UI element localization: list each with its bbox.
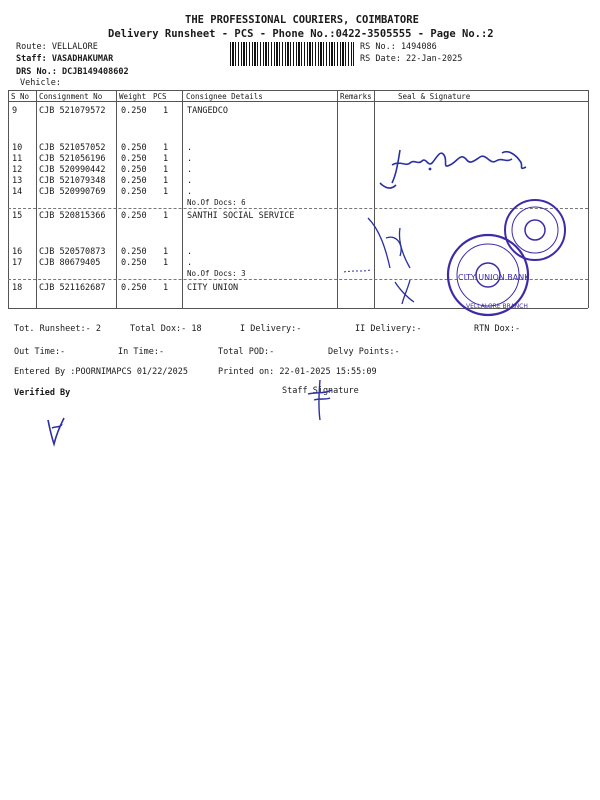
staff-signature: Staff Signature — [282, 386, 359, 396]
route: Route: VELLALORE — [16, 42, 98, 52]
row-weight: 0.250 — [121, 154, 147, 164]
row-pcs: 1 — [163, 176, 169, 186]
in-time: In Time:- — [118, 347, 165, 357]
row-pcs: 1 — [163, 247, 169, 257]
row-sno: 9 — [12, 106, 18, 116]
row-consignment: CJB 521079572 — [39, 106, 106, 116]
printed-on: Printed on: 22-01-2025 15:55:09 — [218, 367, 377, 377]
row-consignment: CJB 521079348 — [39, 176, 106, 186]
row-weight: 0.250 — [121, 176, 147, 186]
rtn-dox: RTN Dox:- — [474, 324, 521, 334]
row-sno: 17 — [12, 258, 23, 268]
row-pcs: 1 — [163, 106, 169, 116]
row-consignment: CJB 521057052 — [39, 143, 106, 153]
runsheet-subtitle: Delivery Runsheet - PCS - Phone No.:0422-3505555 - Page No.:2 — [108, 28, 494, 40]
i-delivery: I Delivery:- — [240, 324, 302, 334]
row-pcs: 1 — [163, 187, 169, 197]
barcode — [230, 42, 354, 66]
docs-count-group2: No.Of Docs: 3 — [187, 269, 246, 278]
row-details: . — [187, 143, 193, 153]
row-weight: 0.250 — [121, 106, 147, 116]
row-weight: 0.250 — [121, 187, 147, 197]
row-details: TANGEDCO — [187, 106, 228, 116]
stamp-ring-text: VELLALORE BRANCH — [466, 303, 528, 310]
row-consignment: CJB 521056196 — [39, 154, 106, 164]
row-sno: 16 — [12, 247, 23, 257]
row-details: . — [187, 258, 193, 268]
row-pcs: 1 — [163, 143, 169, 153]
row-pcs: 1 — [163, 211, 169, 221]
col-sno: S No — [11, 92, 30, 101]
row-details: CITY UNION — [187, 283, 239, 293]
row-consignment: CJB 520815366 — [39, 211, 106, 221]
row-details: . — [187, 154, 193, 164]
row-pcs: 1 — [163, 154, 169, 164]
rs-number: RS No.: 1494086 — [360, 42, 437, 52]
row-pcs: 1 — [163, 258, 169, 268]
rs-date: RS Date: 22-Jan-2025 — [360, 54, 463, 64]
row-consignment: CJB 520990769 — [39, 187, 106, 197]
total-pod: Total POD:- — [218, 347, 275, 357]
row-pcs: 1 — [163, 283, 169, 293]
row-weight: 0.250 — [121, 211, 147, 221]
verified-by: Verified By — [14, 388, 71, 398]
row-pcs: 1 — [163, 165, 169, 175]
total-runsheet: Tot. Runsheet:- 2 — [14, 324, 101, 334]
out-time: Out Time:- — [14, 347, 66, 357]
col-weight: Weight — [119, 92, 147, 101]
staff-signature-mark — [300, 376, 340, 422]
row-details: . — [187, 247, 193, 257]
row-sno: 11 — [12, 154, 23, 164]
row-sno: 14 — [12, 187, 23, 197]
drs-number: DRS No.: DCJB149408602 — [16, 67, 129, 77]
row-weight: 0.250 — [121, 143, 147, 153]
entered-by: Entered By :POORNIMAPCS 01/22/2025 — [14, 367, 188, 377]
docs-count-group1: No.Of Docs: 6 — [187, 198, 246, 207]
row-sno: 10 — [12, 143, 23, 153]
row-consignment: CJB 520570873 — [39, 247, 106, 257]
row-details: . — [187, 176, 193, 186]
verifier-initial-mark — [44, 414, 68, 448]
row-details: SANTHI SOCIAL SERVICE — [187, 211, 295, 221]
row-sno: 18 — [12, 283, 23, 293]
row-sno: 13 — [12, 176, 23, 186]
col-pcs: PCS — [153, 92, 167, 101]
col-seal-signature: Seal & Signature — [398, 92, 471, 101]
row-weight: 0.250 — [121, 283, 147, 293]
row-consignment: CJB 521162687 — [39, 283, 106, 293]
bank-stamp — [440, 190, 570, 320]
col-remarks: Remarks — [340, 92, 372, 101]
handwritten-signature-top — [370, 135, 540, 195]
row-sno: 12 — [12, 165, 23, 175]
company-title: THE PROFESSIONAL COURIERS, COIMBATORE — [185, 14, 419, 26]
delivery-points: Delvy Points:- — [328, 347, 400, 357]
stamp-text: CITY UNION BANK — [458, 273, 530, 282]
handwritten-marks — [340, 210, 440, 310]
ii-delivery: II Delivery:- — [355, 324, 422, 334]
row-details: . — [187, 165, 193, 175]
col-consignee: Consignee Details — [186, 92, 263, 101]
col-consignment: Consignment No — [39, 92, 103, 101]
row-weight: 0.250 — [121, 258, 147, 268]
row-details: . — [187, 187, 193, 197]
row-weight: 0.250 — [121, 165, 147, 175]
row-consignment: CJB 520990442 — [39, 165, 106, 175]
total-dox: Total Dox:- 18 — [130, 324, 202, 334]
row-consignment: CJB 80679405 — [39, 258, 101, 268]
row-weight: 0.250 — [121, 247, 147, 257]
vehicle: Vehicle: — [20, 78, 61, 88]
staff: Staff: VASADHAKUMAR — [16, 54, 114, 64]
row-sno: 15 — [12, 211, 23, 221]
